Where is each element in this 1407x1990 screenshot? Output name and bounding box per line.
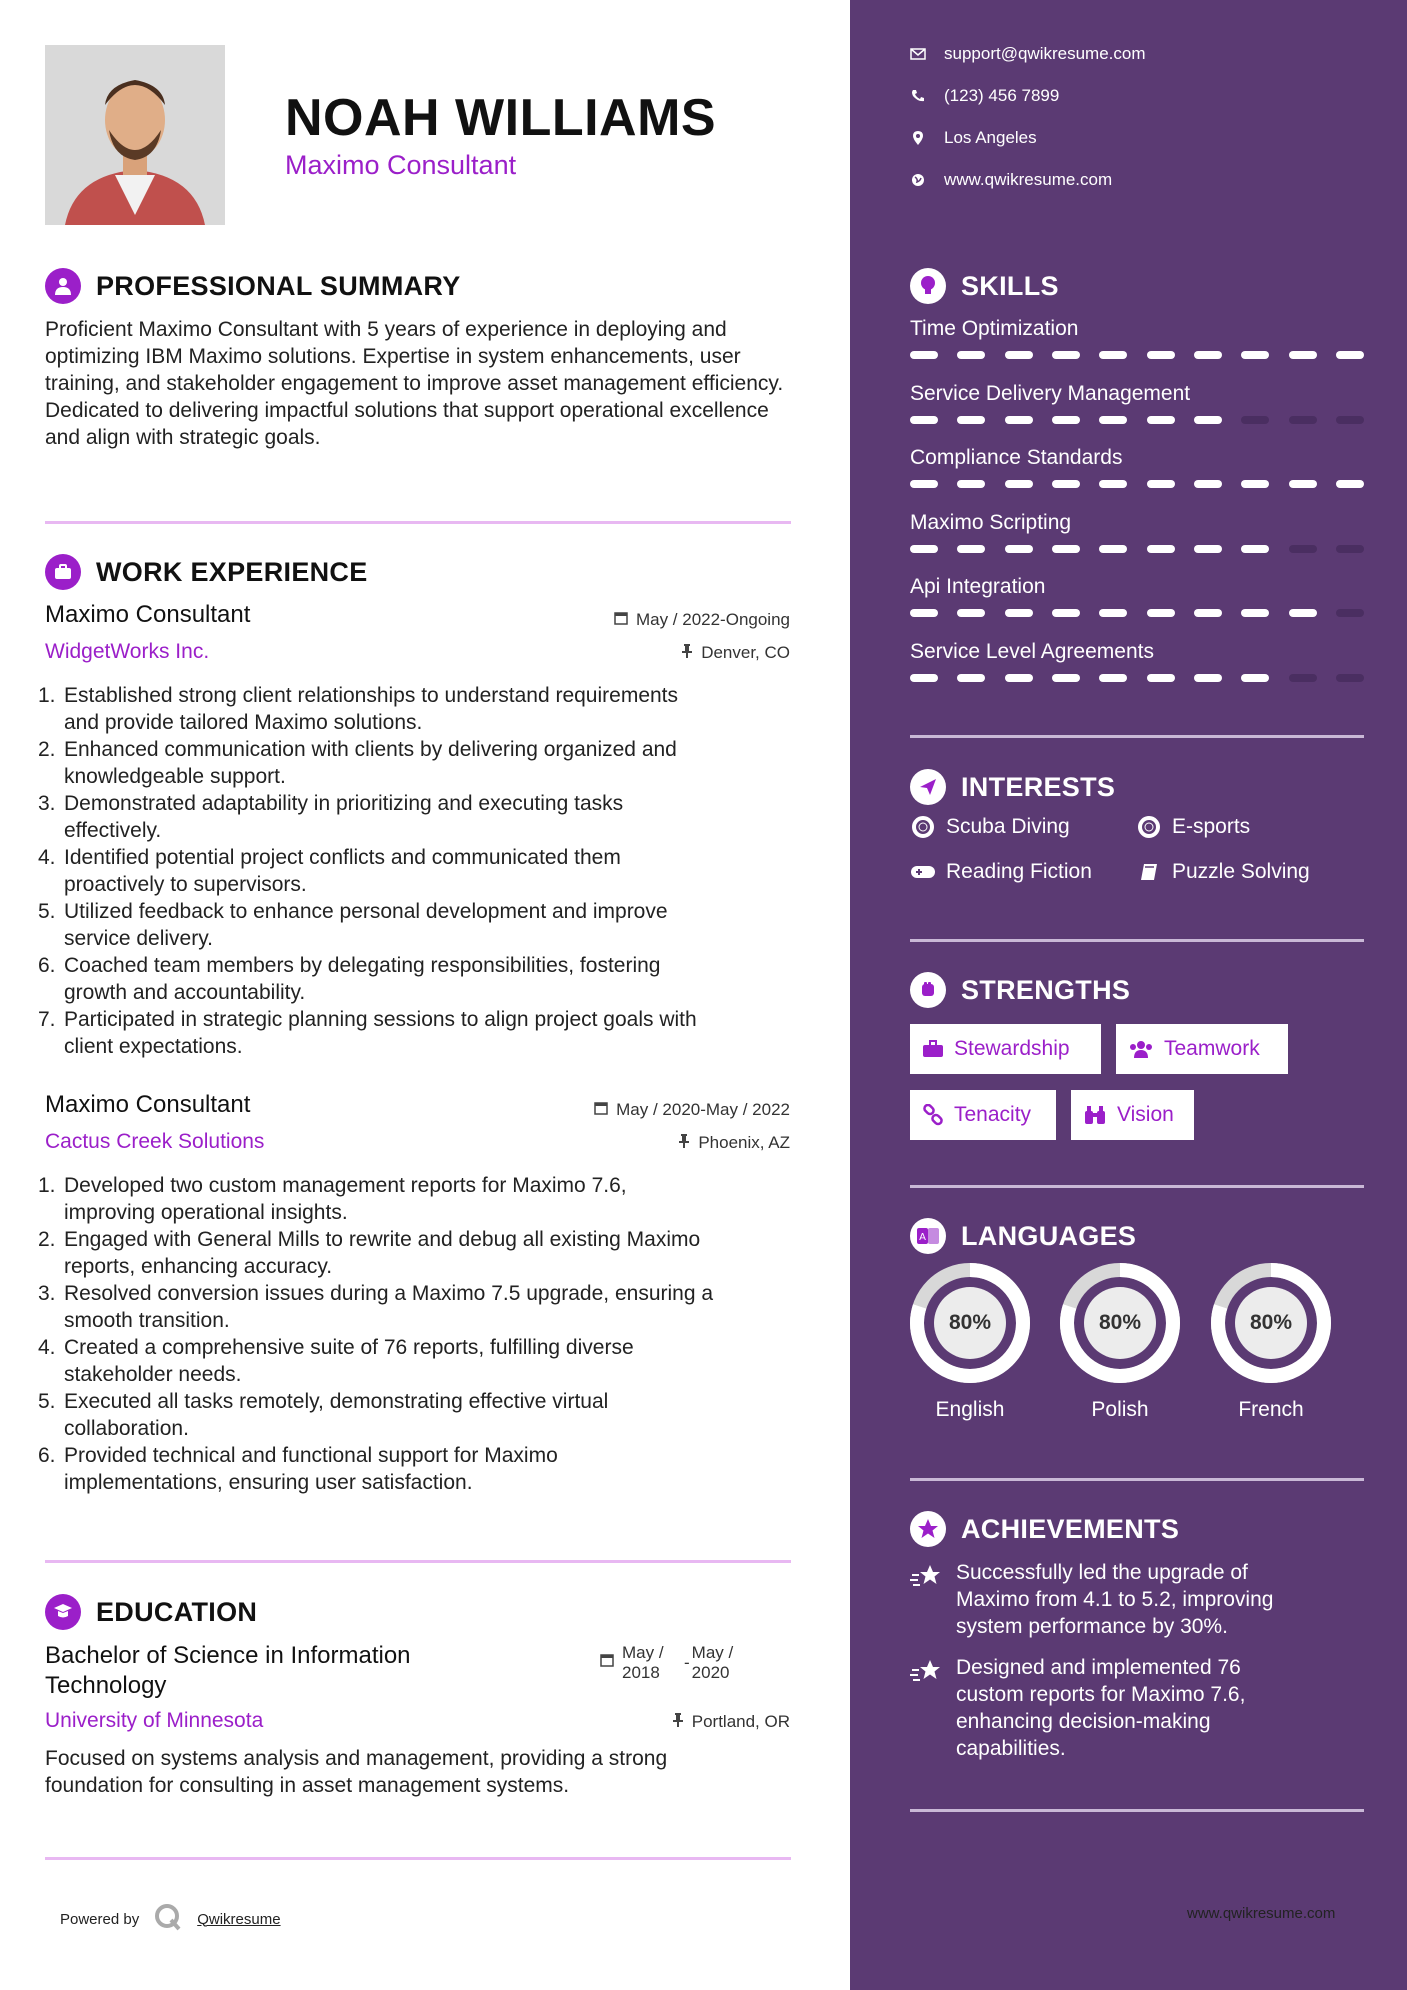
skill-level-segment: [1289, 416, 1317, 424]
degree-title: [45, 1641, 411, 1701]
skill-name: Maximo Scripting: [910, 510, 1072, 534]
skill-level-segment: [1005, 674, 1033, 682]
skill-level-segment: [1194, 674, 1222, 682]
skill-level-segment: [1147, 416, 1175, 424]
contact-website[interactable]: [910, 170, 1112, 190]
education-location-text: Portland, OR: [691, 1712, 790, 1731]
job-date: [594, 1100, 790, 1120]
skill-level-segment: [1241, 609, 1269, 617]
education-dates: [600, 1643, 733, 1683]
achievement-item: Successfully led the upgrade of Maximo from 4.1 to 5.2, improving system performance by 30%.: [910, 1559, 1350, 1640]
briefcase-icon: [45, 554, 81, 590]
skill-level-segment: [1005, 416, 1033, 424]
skill-level-bar: [910, 609, 1364, 617]
binoculars-icon: [1083, 1105, 1107, 1125]
pin-icon: [678, 1133, 690, 1153]
contact-phone[interactable]: [910, 86, 1059, 106]
skill-level-segment: [1052, 609, 1080, 617]
interest-label: Reading Fiction: [946, 860, 1092, 883]
pin-icon: [681, 643, 693, 663]
powered-by: [60, 1902, 281, 1936]
language-item: [909, 1262, 1031, 1422]
interest-item: [1136, 860, 1310, 884]
skill-level-segment: [910, 545, 938, 553]
candidate-role: Maximo Consultant: [285, 150, 517, 180]
skill-level-segment: [1005, 351, 1033, 359]
achievement-item: Designed and implemented 76 custom reports for Maximo 7.6, enhancing decision-making capabilities.: [910, 1654, 1350, 1762]
users-icon: [1128, 1040, 1154, 1058]
job-responsibilities: [38, 682, 798, 1060]
skill-level-segment: [1005, 609, 1033, 617]
list-item: 4. Identified potential project conflicts and communicated them proactively to supervisors.: [38, 846, 621, 896]
skill-level-segment: [1052, 674, 1080, 682]
qwikresume-logo-icon: [153, 1902, 183, 1936]
skill-item: [910, 446, 1364, 488]
strength-label: Vision: [1117, 1103, 1174, 1126]
list-item: 1. Established strong client relationships to understand requirements and provide tailored Maximo solutions.: [38, 684, 679, 734]
skill-item: [910, 575, 1364, 617]
candidate-name: NOAH WILLIAMS: [285, 89, 717, 147]
sidebar-divider: [910, 1809, 1364, 1812]
skill-level-segment: [1336, 674, 1364, 682]
skill-level-segment: [1194, 351, 1222, 359]
education-location: [672, 1712, 790, 1732]
skill-level-segment: [1289, 480, 1317, 488]
skill-level-segment: [1052, 416, 1080, 424]
section-divider: [45, 1857, 791, 1860]
strength-badge: [1071, 1090, 1194, 1140]
company-name: WidgetWorks Inc.: [45, 640, 210, 663]
job-date-text: May / 2020-May / 2022: [616, 1100, 790, 1119]
skill-level-segment: [1241, 674, 1269, 682]
interest-label: Puzzle Solving: [1172, 860, 1310, 883]
education-title: EDUCATION: [96, 1596, 258, 1627]
achievements-heading: [910, 1511, 1179, 1547]
qwikresume-link[interactable]: Qwikresume: [197, 1910, 281, 1928]
degree-line-1: Bachelor of Science in Information: [45, 1642, 411, 1669]
gamepad-icon: [910, 864, 936, 880]
contact-website-text: www.qwikresume.com: [944, 170, 1113, 189]
skill-level-segment: [910, 351, 938, 359]
languages-title: LANGUAGES: [961, 1220, 1137, 1251]
job-location: [678, 1133, 790, 1153]
skill-level-segment: [1289, 609, 1317, 617]
skill-item: [910, 317, 1364, 359]
skill-level-segment: [957, 609, 985, 617]
skills-title: SKILLS: [961, 270, 1059, 301]
skill-level-segment: [1289, 351, 1317, 359]
lightbulb-icon: [910, 268, 946, 304]
list-item: 3. Resolved conversion issues during a Maximo 7.5 upgrade, ensuring a smooth transition.: [38, 1282, 714, 1332]
skill-item: [910, 511, 1364, 553]
sidebar-divider: [910, 1185, 1364, 1188]
fist-icon: [910, 972, 946, 1008]
job-responsibilities: [38, 1172, 798, 1496]
degree-line-2: Technology: [45, 1672, 167, 1699]
strength-label: Teamwork: [1164, 1037, 1260, 1060]
list-item: 5. Utilized feedback to enhance personal development and improve service delivery.: [38, 900, 668, 950]
strength-label: Tenacity: [954, 1103, 1032, 1126]
skill-level-segment: [1336, 545, 1364, 553]
skill-level-segment: [957, 480, 985, 488]
job-title: Maximo Consultant: [45, 1091, 251, 1118]
list-item: 2. Enhanced communication with clients by delivering organized and knowledgeable support.: [38, 738, 677, 788]
skill-level-bar: [910, 480, 1364, 488]
skill-name: Compliance Standards: [910, 446, 1123, 469]
briefcase-icon: [922, 1040, 944, 1058]
list-item: 1. Developed two custom management reports for Maximo 7.6, improving operational insights.: [38, 1174, 627, 1224]
skill-level-segment: [1241, 351, 1269, 359]
skill-level-segment: [1336, 416, 1364, 424]
shooting-star-icon: [910, 1559, 944, 1640]
contact-email-text: support@qwikresume.com: [944, 44, 1146, 63]
education-description: Focused on systems analysis and management, providing a strong foundation for consulting in asset management systems.: [45, 1747, 668, 1797]
calendar-icon: [600, 1652, 614, 1672]
language-percent: 80%: [1249, 1311, 1293, 1334]
language-item: [1210, 1262, 1332, 1422]
school-name: University of Minnesota: [45, 1709, 264, 1732]
experience-title: WORK EXPERIENCE: [96, 556, 368, 587]
calendar-icon: [594, 1100, 608, 1120]
skill-level-segment: [1194, 480, 1222, 488]
skill-level-segment: [1005, 545, 1033, 553]
list-item: 5. Executed all tasks remotely, demonstrating effective virtual collaboration.: [38, 1390, 609, 1440]
strength-badge: [1116, 1024, 1288, 1074]
translate-icon: [910, 1218, 946, 1254]
location-pin-icon: [910, 131, 926, 145]
skill-level-segment: [1099, 609, 1127, 617]
strengths-title: STRENGTHS: [961, 974, 1131, 1005]
graduate-icon: [45, 1594, 81, 1630]
list-item: 2. Engaged with General Mills to rewrite and debug all existing Maximo reports, enhancing accuracy.: [38, 1228, 701, 1278]
list-item: 7. Participated in strategic planning sessions to align project goals with client expectations.: [38, 1008, 697, 1058]
education-heading: [45, 1594, 257, 1630]
svg-text:A: A: [919, 1232, 926, 1243]
strengths-heading: [910, 972, 1130, 1008]
education-end: May / 2020: [691, 1643, 734, 1682]
skill-level-segment: [1099, 416, 1127, 424]
skill-level-segment: [910, 674, 938, 682]
skill-level-segment: [1336, 351, 1364, 359]
contact-email[interactable]: [910, 44, 1146, 64]
interests-heading: [910, 769, 1115, 805]
skill-level-bar: [910, 416, 1364, 424]
language-item: [1059, 1262, 1181, 1422]
job-location: [681, 643, 790, 663]
skill-item: [910, 382, 1364, 424]
interest-item: [910, 815, 1070, 839]
skill-level-segment: [1194, 609, 1222, 617]
powered-by-label: Powered by: [60, 1910, 140, 1928]
skill-level-segment: [1099, 480, 1127, 488]
date-separator: -: [684, 1653, 690, 1672]
skill-level-bar: [910, 545, 1364, 553]
language-percent: 80%: [1098, 1311, 1142, 1334]
language-name: English: [935, 1398, 1005, 1421]
skill-level-bar: [910, 351, 1364, 359]
achievements-title: ACHIEVEMENTS: [961, 1513, 1180, 1544]
skill-level-segment: [1147, 545, 1175, 553]
profile-photo: [45, 45, 225, 225]
skill-name: Service Level Agreements: [910, 639, 1154, 663]
list-item: 6. Provided technical and functional support for Maximo implementations, ensuring user satisfaction.: [38, 1444, 558, 1494]
skill-level-segment: [1241, 416, 1269, 424]
skill-level-segment: [910, 609, 938, 617]
strength-badge: [910, 1090, 1056, 1140]
sidebar-divider: [910, 1478, 1364, 1481]
language-name: Polish: [1091, 1398, 1149, 1421]
skill-level-segment: [910, 416, 938, 424]
skill-level-segment: [1147, 609, 1175, 617]
link-icon: [922, 1104, 944, 1126]
skill-level-segment: [1099, 674, 1127, 682]
skill-level-segment: [1052, 545, 1080, 553]
job-location-text: Denver, CO: [701, 643, 790, 662]
skill-level-segment: [1099, 545, 1127, 553]
section-divider: [45, 1560, 791, 1563]
skill-level-segment: [910, 480, 938, 488]
interest-item: [1136, 815, 1250, 839]
skill-level-segment: [1336, 480, 1364, 488]
list-item: 6. Coached team members by delegating responsibilities, fostering growth and accountability.: [38, 954, 661, 1004]
star-icon: [910, 1511, 946, 1547]
globe-icon: [910, 173, 926, 187]
list-item: 4. Created a comprehensive suite of 76 reports, fulfilling diverse stakeholder needs.: [38, 1336, 634, 1386]
book-icon: [1136, 862, 1162, 882]
skill-level-segment: [1194, 416, 1222, 424]
strength-badge: [910, 1024, 1101, 1074]
skill-level-segment: [1194, 545, 1222, 553]
skill-level-segment: [957, 416, 985, 424]
list-item: 3. Demonstrated adaptability in prioritizing and executing tasks effectively.: [38, 792, 624, 842]
strength-label: Stewardship: [954, 1037, 1070, 1060]
language-percent: 80%: [948, 1311, 992, 1334]
skill-level-segment: [1289, 674, 1317, 682]
user-icon: [45, 268, 81, 304]
interests-title: INTERESTS: [961, 771, 1116, 802]
footer-website[interactable]: www.qwikresume.com: [1187, 1905, 1336, 1922]
summary-heading: [45, 268, 461, 304]
experience-heading: [45, 554, 368, 590]
contact-location: [910, 128, 1037, 148]
job-location-text: Phoenix, AZ: [698, 1133, 790, 1152]
summary-text: Proficient Maximo Consultant with 5 years of experience in deploying and optimizing IBM Maximo solutions. Expertise in system enhancements, user training, and stakeholder engagement to improve asset management efficiency. Dedicated to delivering impactful solutions that support operational excellence and align with strategic goals.: [45, 318, 784, 449]
skill-level-segment: [957, 351, 985, 359]
section-divider: [45, 521, 791, 524]
sidebar-divider: [910, 735, 1364, 738]
skill-level-segment: [1336, 609, 1364, 617]
interest-label: E-sports: [1172, 815, 1251, 838]
calendar-icon: [614, 610, 628, 630]
job-date-text: May / 2022-Ongoing: [635, 610, 790, 629]
pin-icon: [672, 1712, 684, 1732]
language-name: French: [1238, 1398, 1304, 1421]
job-title: Maximo Consultant: [45, 601, 251, 628]
languages-heading: [910, 1218, 1136, 1254]
skill-level-segment: [1099, 351, 1127, 359]
skill-level-segment: [957, 545, 985, 553]
interest-label: Scuba Diving: [946, 815, 1070, 838]
company-name: Cactus Creek Solutions: [45, 1130, 265, 1153]
phone-icon: [910, 89, 926, 103]
skill-item: [910, 640, 1364, 682]
envelope-icon: [910, 48, 926, 60]
life-ring-icon: [910, 816, 936, 838]
skills-heading: [910, 268, 1059, 304]
skill-level-segment: [1241, 545, 1269, 553]
contact-location-text: Los Angeles: [944, 128, 1037, 147]
life-ring-icon: [1136, 816, 1162, 838]
skill-level-segment: [1147, 480, 1175, 488]
contact-phone-text: (123) 456 7899: [944, 86, 1060, 105]
skill-level-segment: [1005, 480, 1033, 488]
shooting-star-icon: [910, 1654, 944, 1762]
skill-name: Api Integration: [910, 575, 1046, 598]
job-date: [614, 610, 790, 630]
skill-level-segment: [1241, 480, 1269, 488]
skill-level-segment: [1052, 351, 1080, 359]
skill-level-segment: [1147, 351, 1175, 359]
skill-level-segment: [1289, 545, 1317, 553]
skill-level-segment: [957, 674, 985, 682]
skill-name: Time Optimization: [910, 317, 1079, 340]
interest-item: [910, 860, 1092, 884]
education-start: May / 2018: [622, 1643, 664, 1682]
sidebar-divider: [910, 939, 1364, 942]
skill-level-bar: [910, 674, 1364, 682]
skill-level-segment: [1052, 480, 1080, 488]
skill-level-segment: [1147, 674, 1175, 682]
skill-name: Service Delivery Management: [910, 381, 1191, 405]
paper-plane-icon: [910, 769, 946, 805]
summary-title: PROFESSIONAL SUMMARY: [96, 270, 461, 301]
